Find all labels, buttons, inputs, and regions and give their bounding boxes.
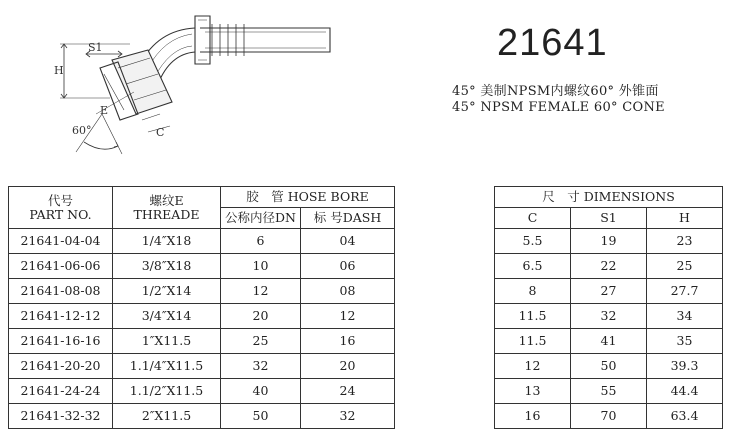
- cell-dn: 32: [221, 354, 301, 379]
- table-row: [9, 404, 723, 429]
- cell-gap: [395, 279, 495, 304]
- cell-dn: 10: [221, 254, 301, 279]
- cell-part-no: 21641-24-24: [9, 379, 113, 404]
- cell-dn: 6: [221, 229, 301, 254]
- header-c: C: [495, 208, 571, 229]
- cell-c: 6.5: [495, 254, 571, 279]
- header-s1: S1: [571, 208, 647, 229]
- table-row: [9, 254, 723, 279]
- label-e: E: [100, 104, 109, 117]
- cell-dash: 04: [301, 229, 395, 254]
- header-thread: 螺纹E THREADE: [113, 187, 221, 229]
- table-row: [9, 379, 723, 404]
- cell-s1: 27: [571, 279, 647, 304]
- cell-c: 5.5: [495, 229, 571, 254]
- cell-c: 11.5: [495, 304, 571, 329]
- cell-thread: 1.1/4″X11.5: [113, 354, 221, 379]
- cell-gap: [395, 304, 495, 329]
- table-row: [9, 229, 723, 254]
- cell-dn: 25: [221, 329, 301, 354]
- cell-h: 23: [647, 229, 723, 254]
- cell-s1: 32: [571, 304, 647, 329]
- label-s1: S1: [88, 41, 103, 54]
- cell-h: 34: [647, 304, 723, 329]
- fitting-drawing: [30, 2, 350, 172]
- table-row: [9, 279, 723, 304]
- cell-thread: 2″X11.5: [113, 404, 221, 429]
- cell-c: 13: [495, 379, 571, 404]
- table-row: [9, 354, 723, 379]
- table-row: [9, 304, 723, 329]
- cell-c: 12: [495, 354, 571, 379]
- subtitle-english: 45° NPSM FEMALE 60° CONE: [452, 100, 665, 115]
- cell-s1: 22: [571, 254, 647, 279]
- header-dash: 标 号DASH: [301, 208, 395, 229]
- cell-s1: 41: [571, 329, 647, 354]
- table-header-row: [9, 187, 723, 208]
- cell-s1: 70: [571, 404, 647, 429]
- cell-part-no: 21641-12-12: [9, 304, 113, 329]
- cell-dash: 32: [301, 404, 395, 429]
- cell-thread: 1/2″X14: [113, 279, 221, 304]
- cell-h: 27.7: [647, 279, 723, 304]
- cell-dn: 40: [221, 379, 301, 404]
- cell-thread: 3/8″X18: [113, 254, 221, 279]
- header-gap: [395, 187, 495, 229]
- cell-gap: [395, 354, 495, 379]
- cell-dash: 06: [301, 254, 395, 279]
- cell-s1: 50: [571, 354, 647, 379]
- cell-gap: [395, 329, 495, 354]
- dimension-table: [8, 186, 723, 429]
- cell-dn: 12: [221, 279, 301, 304]
- label-c: C: [156, 126, 165, 139]
- table-body: [9, 229, 723, 429]
- cell-gap: [395, 254, 495, 279]
- cell-c: 11.5: [495, 329, 571, 354]
- cell-c: 16: [495, 404, 571, 429]
- cell-part-no: 21641-16-16: [9, 329, 113, 354]
- cell-h: 25: [647, 254, 723, 279]
- part-number-title: 21641: [497, 22, 608, 64]
- header-h: H: [647, 208, 723, 229]
- cell-dash: 12: [301, 304, 395, 329]
- cell-gap: [395, 379, 495, 404]
- header-dn: 公称内径DN: [221, 208, 301, 229]
- cell-thread: 1/4″X18: [113, 229, 221, 254]
- cell-dash: 24: [301, 379, 395, 404]
- header-dimensions: 尺 寸 DIMENSIONS: [495, 187, 723, 208]
- table-row: [9, 329, 723, 354]
- label-angle: 60°: [72, 124, 92, 137]
- cell-dash: 20: [301, 354, 395, 379]
- header-hose-bore: 胶 管 HOSE BORE: [221, 187, 395, 208]
- cell-part-no: 21641-04-04: [9, 229, 113, 254]
- cell-h: 39.3: [647, 354, 723, 379]
- cell-h: 35: [647, 329, 723, 354]
- cell-thread: 1.1/2″X11.5: [113, 379, 221, 404]
- cell-h: 63.4: [647, 404, 723, 429]
- cell-gap: [395, 404, 495, 429]
- cell-thread: 3/4″X14: [113, 304, 221, 329]
- cell-c: 8: [495, 279, 571, 304]
- cell-thread: 1″X11.5: [113, 329, 221, 354]
- label-h: H: [54, 64, 64, 77]
- cell-s1: 19: [571, 229, 647, 254]
- cell-part-no: 21641-32-32: [9, 404, 113, 429]
- cell-dash: 16: [301, 329, 395, 354]
- cell-s1: 55: [571, 379, 647, 404]
- cell-part-no: 21641-06-06: [9, 254, 113, 279]
- cell-dash: 08: [301, 279, 395, 304]
- cell-dn: 50: [221, 404, 301, 429]
- cell-part-no: 21641-08-08: [9, 279, 113, 304]
- cell-h: 44.4: [647, 379, 723, 404]
- cell-dn: 20: [221, 304, 301, 329]
- cell-part-no: 21641-20-20: [9, 354, 113, 379]
- cell-gap: [395, 229, 495, 254]
- header-part-no: 代号 PART NO.: [9, 187, 113, 229]
- subtitle-chinese: 45° 美制NPSM内螺纹60° 外锥面: [452, 84, 659, 99]
